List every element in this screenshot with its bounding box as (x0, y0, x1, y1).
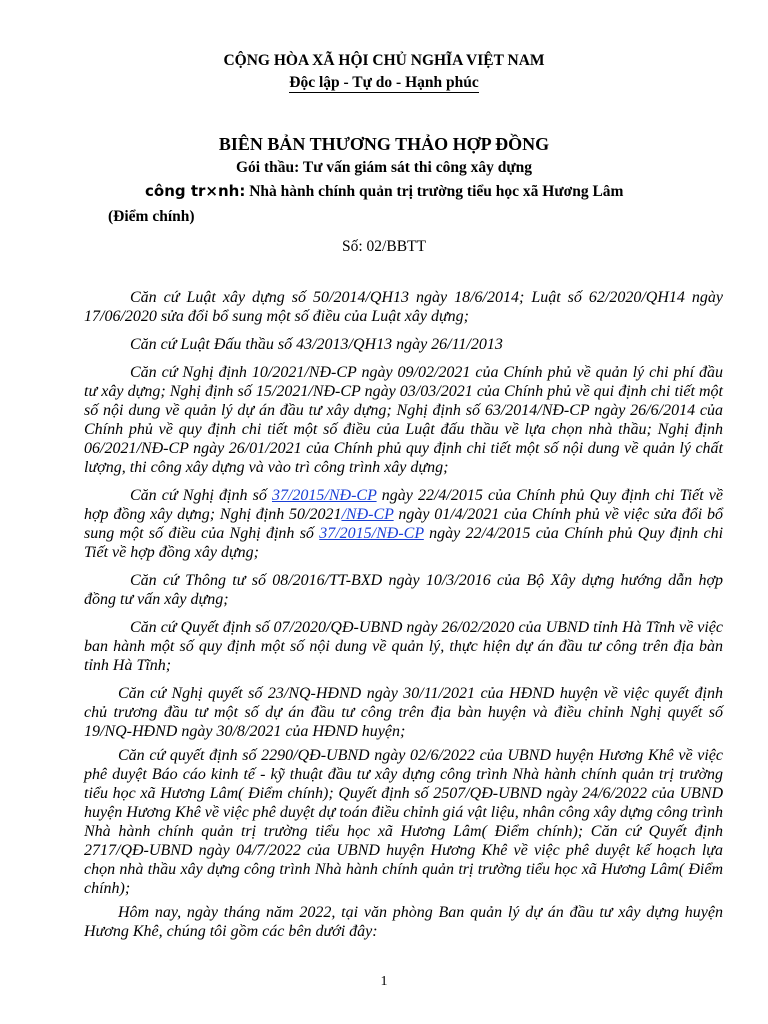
project-name-continued: (Điểm chính) (108, 208, 195, 225)
project-line (145, 182, 728, 201)
page-number: 1 (380, 974, 388, 989)
decree-link[interactable]: /NĐ-CP (341, 506, 394, 523)
package-line: Gói thầu: Tư vấn giám sát thi công xây dựng (235, 159, 533, 176)
paragraph-text: ngày 01/4/2021 của Chính phủ về việc sửa đổi bổ sung một số điều của Nghị định số (84, 506, 723, 542)
paragraph-provincial-decision: Căn cứ Quyết định số 07/2020/QĐ-UBND ngày 26/02/2020 của UBND tỉnh Hà Tĩnh về việc ban hành một số quy định một số nội dung về quản lý, thực hiện dự án đầu tư công trên địa bàn tỉnh Hà Tĩnh; (84, 619, 723, 674)
paragraph-text: Căn cứ Nghị định số (130, 487, 272, 504)
paragraph-resolution: Căn cứ Nghị quyết số 23/NQ-HĐND ngày 30/11/2021 của HĐND huyện về việc quyết định chủ trương đầu tư một số dự án đầu tư công trên địa bàn huyện và điều chỉnh Nghị quyết số 19/NQ-HĐND ngày 30/8/2021 của HĐND huyện; (84, 685, 723, 740)
document-title: BIÊN BẢN THƯƠNG THẢO HỢP ĐỒNG (218, 134, 550, 154)
paragraph-district-decisions: Căn cứ quyết định số 2290/QĐ-UBND ngày 02/6/2022 của UBND huyện Hương Khê về việc phê duyệt Báo cáo kinh tế - kỹ thuật đầu tư xây dựng công trình Nhà hành chính quản trị trường tiểu học xã Hương Lâm( Điểm chính); Quyết định số 2507/QĐ-UBND ngày 24/6/2022 của UBND huyện Hương Khê về việc phê duyệt dự toán điều chỉnh giá vật liệu, nhân công xây dựng công trình Nhà hành chính quản trị trường tiểu học xã Hương Lâm( Điểm chính); Căn cứ Quyết định 2717/QĐ-UBND ngày 04/7/2022 của UBND huyện Hương Khê về việc phê duyệt kế hoạch lựa chọn nhà thầu xây dựng công trình Nhà hành chính quản trị trường tiểu học xã Hương Lâm( Điểm chính); (84, 747, 723, 897)
document-number: Số: 02/BBTT (342, 238, 426, 255)
decree-link[interactable]: 37/2015/NĐ-CP (271, 487, 377, 504)
nation-heading: CỘNG HÒA XÃ HỘI CHỦ NGHĨA VIỆT NAM (223, 52, 545, 69)
paragraph-circular: Căn cứ Thông tư số 08/2016/TT-BXD ngày 10/3/2016 của Bộ Xây dựng hướng dẫn hợp đồng tư vấn xây dựng; (84, 572, 723, 608)
decree-link[interactable]: 37/2015/NĐ-CP (319, 525, 424, 542)
paragraph-text: ngày 22/4/2015 của Chính phủ Quy định chi Tiết về hợp đồng xây dựng; (84, 525, 724, 561)
motto-heading (0, 74, 768, 92)
document-body (84, 288, 723, 946)
paragraph-construction-law: Căn cứ Luật xây dựng số 50/2014/QH13 ngày 18/6/2014; Luật số 62/2020/QH14 ngày 17/06/2020 sửa đổi bổ sung một số điều của Luật xây dựng; (84, 289, 723, 325)
motto-text: Độc lập - Tự do - Hạnh phúc (289, 74, 479, 91)
paragraph-bidding-law: Căn cứ Luật Đấu thầu số 43/2013/QH13 ngày 26/11/2013 (130, 336, 503, 353)
paragraph-meeting-intro: Hôm nay, ngày tháng năm 2022, tại văn phòng Ban quản lý dự án đầu tư xây dựng huyện Hương Khê, chúng tôi gồm các bên dưới đây: (84, 904, 723, 940)
project-label: công tr×nh: (145, 182, 246, 200)
project-name: Nhà hành chính quản trị trường tiểu học xã Hương Lâm (245, 183, 624, 200)
paragraph-decrees: Căn cứ Nghị định 10/2021/NĐ-CP ngày 09/02/2021 của Chính phủ về quản lý chi phí đầu tư xây dựng; Nghị định số 15/2021/NĐ-CP ngày 03/03/2021 của Chính phủ về qui định chi tiết một số nội dung về quản lý dự án đầu tư xây dựng; Nghị định số 63/2014/NĐ-CP ngày 26/6/2014 của Chính phủ về quy định chi tiết một số điều của Luật đấu thầu về lựa chọn nhà thầu; Nghị định 06/2021/NĐ-CP ngày 26/01/2021 của Chính phủ quy định chi tiết một số nội dung về quản lý chất lượng, thi công xây dựng và vào trì công trình xây dựng; (84, 364, 723, 476)
paragraph-text: ngày 22/4/2015 của Chính phủ Quy định chi Tiết về hợp đồng xây dựng; Nghị định 50/2021 (84, 487, 723, 523)
paragraph-contract-decree (84, 486, 723, 562)
